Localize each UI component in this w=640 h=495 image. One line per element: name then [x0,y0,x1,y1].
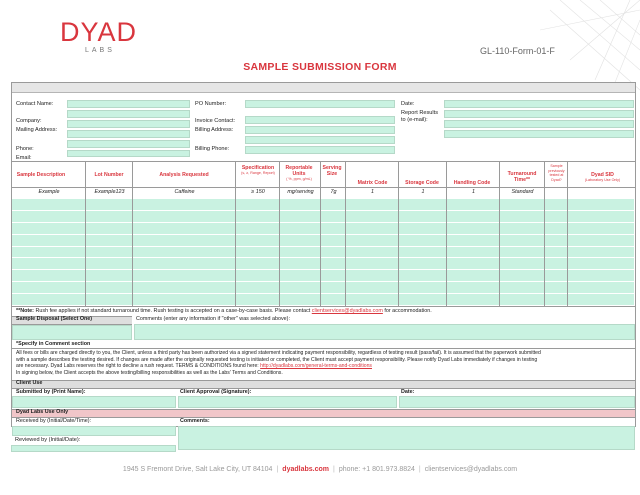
column-divider [320,161,321,306]
entry-cell[interactable] [346,282,399,294]
entry-cell[interactable] [568,247,635,259]
dyad-use-title: Dyad Labs Use Only [16,409,69,415]
footer-separator: | [276,466,279,473]
footer-email[interactable]: clientservices@dyadlabs.com [424,466,518,473]
po-number-input[interactable] [245,100,395,108]
submitted-by-input[interactable] [12,396,176,408]
client-use-header [12,380,635,389]
entry-cell[interactable] [280,282,321,294]
col-handling-code: Handling Code [453,180,491,186]
mailing-address-input-2[interactable] [67,130,190,138]
col-dyad-sid [568,172,637,183]
entry-cell[interactable] [568,235,635,247]
entry-cell[interactable] [399,235,447,247]
column-divider [235,161,236,306]
rush-note-bold: **Note: [16,308,34,314]
terms-line-2: with a sample describes the testing desired. If changes are made after the originally requested testing is initiated or completed, the Client must accept payment responsibility. Please notify Dyad Labs immediately if changes in testing [16,356,538,363]
billing-phone-input[interactable] [245,146,395,154]
entry-cell[interactable] [321,282,346,294]
phone-label: Phone: [16,146,34,152]
terms-line-4: In signing below, the Client accepts the above testing/billing responsibilities as well as the Labs' Terms and Conditions. [16,369,283,376]
mailing-address-input-1[interactable] [67,120,190,128]
entry-cell[interactable] [86,282,133,294]
entry-cell[interactable] [545,235,568,247]
entry-cell[interactable] [568,199,635,211]
footer-phone: phone: +1 801.973.8824 [338,466,415,473]
entry-cell[interactable] [236,211,280,223]
entry-cell[interactable] [447,247,500,259]
entry-cell[interactable] [321,211,346,223]
entry-cell[interactable] [568,211,635,223]
date-label: Date: [401,101,415,107]
disposal-label: Sample Disposal (Select One) [16,316,93,322]
entry-cell[interactable] [500,270,545,282]
entry-cell[interactable] [568,282,635,294]
example-storage: 1 [421,189,425,195]
mailing-address-input-3[interactable] [67,140,190,148]
report-results-input-1[interactable] [444,110,634,118]
column-divider [446,161,447,306]
entry-cell[interactable] [133,294,236,306]
billing-address-input-1[interactable] [245,126,395,134]
footer-website-link[interactable]: dyadlabs.com [282,466,329,473]
invoice-contact-label: Invoice Contact: [195,118,236,124]
entry-cell[interactable] [545,199,568,211]
entry-cell[interactable] [447,282,500,294]
example-units: mg/serving [287,189,314,195]
terms-line-1: All fees or bills are charged directly to you, the Client, unless a third party has been authorized via a signed statement indicating payment responsibility, regardless of testing result (pass/fail). It is assumed that the paperwork submitted [16,350,541,356]
entry-cell[interactable] [568,294,635,306]
terms-line-3 [16,363,634,370]
rush-note-text: Rush fee applies if not standard turnaround time. Rush testing is accepted on a case-by-case basis. Please contact [33,308,312,314]
header-bottom-rule [12,187,635,188]
column-divider [567,161,568,306]
column-divider [279,161,280,306]
col-storage-code: Storage Code [405,180,439,186]
entry-cell[interactable] [346,223,399,235]
col-matrix-code: Matrix Code [357,180,388,186]
entry-cell[interactable] [86,199,133,211]
entry-cell[interactable] [86,247,133,259]
entry-cell[interactable] [133,199,236,211]
client-approval-input[interactable] [178,396,397,408]
entry-cell[interactable] [500,294,545,306]
company-input[interactable] [67,110,190,118]
entry-cell[interactable] [321,294,346,306]
entry-cell[interactable] [399,282,447,294]
entry-cell[interactable] [133,211,236,223]
example-turnaround: Standard [511,189,534,195]
entry-cell[interactable] [280,199,321,211]
rush-note [16,308,432,315]
entry-cell[interactable] [12,199,86,211]
entry-cell[interactable] [280,247,321,259]
logo-subtitle: LABS [85,47,115,54]
entry-cell[interactable] [236,223,280,235]
col-reportable-units-title: Reportable Units [285,165,313,177]
rush-note-end: for accommodation. [382,308,432,314]
entry-cell[interactable] [12,211,86,223]
entry-cell[interactable] [321,199,346,211]
column-divider [345,161,346,306]
received-by-label: Received by (Initial/Date/Time): [16,418,91,424]
entry-cell[interactable] [12,282,86,294]
entry-cell[interactable] [321,247,346,259]
entry-cell[interactable] [447,223,500,235]
entry-cell[interactable] [500,235,545,247]
entry-cell[interactable] [447,270,500,282]
entry-cell[interactable] [500,199,545,211]
entry-cell[interactable] [545,211,568,223]
page-footer [0,466,640,473]
entry-cell[interactable] [500,282,545,294]
entry-cell[interactable] [236,282,280,294]
billing-address-label: Billing Address: [195,127,234,133]
example-description: Example [38,189,60,195]
entry-cell[interactable] [321,223,346,235]
entry-cell[interactable] [568,270,635,282]
client-date-label: Date: [401,389,415,395]
dyad-labs-logo [60,19,150,54]
entry-cell[interactable] [280,223,321,235]
entry-cell[interactable] [568,258,635,270]
entry-cell[interactable] [86,211,133,223]
client-use-title: Client Use [16,380,43,386]
entry-cell[interactable] [86,294,133,306]
received-by-input[interactable] [12,426,176,436]
entry-cell[interactable] [346,258,399,270]
entry-cell[interactable] [133,235,236,247]
col-sample-previously: Sample previously tested at Dyad? [548,164,565,182]
po-number-label: PO Number: [195,101,227,107]
example-analysis: Caffeine [174,189,195,195]
footer-address: 1945 S Fremont Drive, Salt Lake City, UT 84104 [122,466,273,473]
terms-paragraph [16,350,634,376]
entry-cell[interactable] [86,258,133,270]
entry-cell[interactable] [280,211,321,223]
entry-cell[interactable] [280,294,321,306]
entry-cell[interactable] [447,199,500,211]
dyad-comments-label: Comments: [180,418,210,424]
phone-input[interactable] [67,150,190,157]
entry-cell[interactable] [133,258,236,270]
email-label: Email: [16,155,32,161]
entry-cell[interactable] [12,270,86,282]
entry-cell[interactable] [236,235,280,247]
submitted-by-label: Submitted by (Print Name): [16,389,86,395]
col-serving-size: Serving Size [322,165,342,177]
entry-cell[interactable] [236,247,280,259]
example-serving: 7g [330,189,337,195]
entry-cell[interactable] [346,294,399,306]
entry-cell[interactable] [545,294,568,306]
entry-cell[interactable] [236,199,280,211]
entry-cell[interactable] [86,235,133,247]
contact-name-input[interactable] [67,100,190,108]
entry-cell[interactable] [321,235,346,247]
example-handling: 1 [472,189,475,195]
entry-cell[interactable] [399,294,447,306]
entry-cell[interactable] [545,223,568,235]
invoice-contact-input[interactable] [245,116,395,124]
entry-cell[interactable] [346,199,399,211]
entry-cell[interactable] [500,258,545,270]
col-specification [236,165,280,176]
entry-cell[interactable] [321,270,346,282]
company-label: Company: [16,118,42,124]
specify-comment-note: *Specify in Comment section [16,341,91,347]
entry-cell[interactable] [133,247,236,259]
entry-cell[interactable] [346,247,399,259]
entry-cell[interactable] [399,199,447,211]
client-approval-label: Client Approval (Signature): [180,389,252,395]
col-turnaround-time: Turnaround Time** [507,171,537,183]
entry-cell[interactable] [447,294,500,306]
terms-line-3-text: are necessary. Dyad Labs reserves the right to decline a rush request. TERMS & CONDITIONS found here: [16,363,261,370]
entry-cell[interactable] [321,258,346,270]
entry-cell[interactable] [12,223,86,235]
entry-cell[interactable] [12,247,86,259]
entry-cell[interactable] [399,270,447,282]
col-dyad-sid-title: Dyad SID [591,172,614,178]
entry-cell[interactable] [280,258,321,270]
footer-separator: | [332,466,335,473]
col-analysis-requested: Analysis Requested [159,172,209,178]
entry-cell[interactable] [346,211,399,223]
entry-cell[interactable] [12,235,86,247]
entry-cell[interactable] [346,270,399,282]
disposal-select[interactable] [12,325,132,340]
billing-address-input-2[interactable] [245,136,395,144]
dyad-comments-input[interactable] [178,426,635,450]
entry-cell[interactable] [12,258,86,270]
disposal-comments-input[interactable] [134,324,635,340]
column-divider [544,161,545,306]
entry-cell[interactable] [236,294,280,306]
top-strip [12,83,635,93]
entry-cell[interactable] [86,270,133,282]
column-divider [132,161,133,306]
report-results-input-2[interactable] [444,120,634,128]
example-specification: ≥ 150 [251,189,265,195]
form-id: GL-110-Form-01-F [480,46,555,56]
terms-link[interactable]: http://dyadlabs.com/general-terms-and-conditions [260,363,372,370]
column-divider [398,161,399,306]
entry-cell[interactable] [545,270,568,282]
entry-cell[interactable] [236,258,280,270]
footer-separator: | [418,466,421,473]
entry-cell[interactable] [447,211,500,223]
report-results-label: Report Results to (e-mail): [401,110,438,123]
entry-cell[interactable] [399,247,447,259]
entry-cell[interactable] [133,223,236,235]
disposal-comments-label: Comments (enter any information if "other" was selected above): [136,316,290,322]
contact-name-label: Contact Name: [16,101,54,107]
col-reportable-units [280,165,318,182]
entry-cell[interactable] [133,282,236,294]
example-lot: Example123 [94,189,125,195]
column-divider [499,161,500,306]
entry-cell[interactable] [236,270,280,282]
entry-cell[interactable] [399,211,447,223]
sample-entry-grid [12,199,635,306]
reviewed-by-input[interactable] [11,445,176,452]
entry-cell[interactable] [399,223,447,235]
entry-cell[interactable] [86,223,133,235]
entry-cell[interactable] [346,235,399,247]
table-top-rule [12,161,635,162]
mailing-address-label: Mailing Address: [16,127,58,133]
entry-cell[interactable] [568,223,635,235]
report-results-input-3[interactable] [444,130,634,138]
entry-cell[interactable] [447,258,500,270]
dyad-use-header [12,409,635,418]
entry-cell[interactable] [545,258,568,270]
entry-cell[interactable] [280,270,321,282]
col-lot-number: Lot Number [94,172,124,178]
logo-wordmark: DYAD [60,17,138,47]
entry-cell[interactable] [133,270,236,282]
page-title: SAMPLE SUBMISSION FORM [243,61,397,73]
example-matrix: 1 [371,189,374,195]
grid-bottom-rule [12,306,635,307]
col-specification-subtitle: (≤, ≥, Range, Report) [241,171,275,175]
submission-form [11,82,636,427]
date-input[interactable] [444,100,634,108]
col-reportable-units-subtitle: ( %, ppm, g/mL) [286,177,312,181]
client-date-input[interactable] [399,396,635,408]
col-specification-title: Specification [241,165,275,171]
entry-cell[interactable] [12,294,86,306]
reviewed-by-label: Reviewed by (Initial/Date): [15,437,81,443]
entry-cell[interactable] [545,247,568,259]
entry-cell[interactable] [399,258,447,270]
col-sample-description: Sample Description [16,172,66,178]
billing-phone-label: Billing Phone: [195,146,230,152]
terms-top-rule [12,348,635,349]
entry-cell[interactable] [280,235,321,247]
entry-cell[interactable] [500,247,545,259]
entry-cell[interactable] [447,235,500,247]
entry-cell[interactable] [500,211,545,223]
entry-cell[interactable] [500,223,545,235]
col-dyad-sid-subtitle: (Laboratory Use Only) [584,178,621,182]
entry-cell[interactable] [545,282,568,294]
rush-email-link[interactable]: clientservices@dyadlabs.com [311,308,383,314]
column-divider [85,161,86,306]
